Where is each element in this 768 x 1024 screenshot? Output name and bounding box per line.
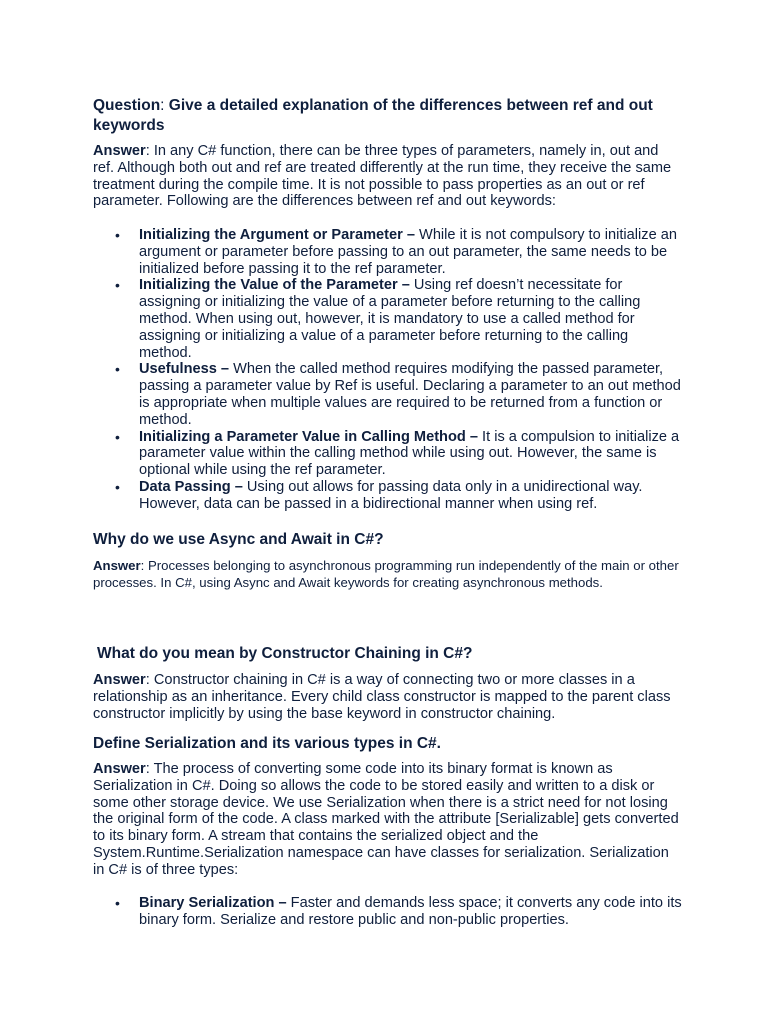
bullet-icon: • bbox=[115, 895, 120, 911]
answer-label: Answer bbox=[93, 672, 146, 688]
bullet-text: Using ref doesn’t necessitate for assigning or initializing the value of a parameter before returning to the calling method. When using out, however, it is mandatory to use a called method for assigning or initializing a value of a parameter before returning to the calling method. bbox=[139, 277, 641, 361]
answer-paragraph-constructor-chaining bbox=[93, 672, 683, 722]
answer-text: : The process of converting some code into its binary format is known as Serialization in C#. Doing so allows the code to be stored easily and written to a disk or some other storage device. We use Serialization when there is a strict need for not losing the original form of the code. A class marked with the attribute [Serializable] gets converted to its binary form. A stream that contains the serialized object and the System.Runtime.Serialization namespace can have classes for serialization. Serialization in C# is of three types: bbox=[93, 761, 679, 878]
list-item bbox=[93, 277, 683, 361]
bullet-icon: • bbox=[115, 277, 120, 294]
answer-label: Answer bbox=[93, 558, 141, 573]
question-heading-ref-out bbox=[93, 96, 683, 136]
question-title: Give a detailed explanation of the differences between ref and out keywords bbox=[93, 97, 653, 134]
bullet-text: It is a compulsion to initialize a parameter value within the calling method while using out. However, the same is optional while using the ref parameter. bbox=[139, 428, 680, 479]
heading-constructor-chaining: What do you mean by Constructor Chaining in C#? bbox=[97, 645, 473, 662]
ref-out-differences-list bbox=[93, 227, 683, 513]
list-item bbox=[93, 361, 683, 428]
bullet-icon: • bbox=[115, 361, 120, 378]
list-item bbox=[93, 895, 683, 929]
answer-label: Answer bbox=[93, 143, 146, 159]
serialization-types-list bbox=[93, 895, 683, 929]
question-label: Question bbox=[93, 97, 161, 114]
bullet-term: Data Passing – bbox=[139, 478, 243, 495]
answer-paragraph-async-await bbox=[93, 557, 683, 591]
heading-serialization: Define Serialization and its various types in C#. bbox=[93, 735, 441, 752]
answer-paragraph-ref-out bbox=[93, 143, 683, 210]
bullet-icon: • bbox=[115, 227, 120, 243]
heading-async-await: Why do we use Async and Await in C#? bbox=[93, 531, 384, 548]
bullet-text: While it is not compulsory to initialize an argument or parameter before passing to an out parameter, the same needs to be initialized before passing it to the ref parameter. bbox=[139, 227, 677, 277]
list-item bbox=[93, 429, 683, 479]
bullet-term: Usefulness – bbox=[139, 361, 230, 378]
question-separator: : bbox=[160, 97, 169, 114]
answer-paragraph-serialization bbox=[93, 761, 683, 879]
answer-text: : Processes belonging to asynchronous programming run independently of the main or other processes. In C#, using Async and Await keywords for creating asynchronous methods. bbox=[93, 558, 679, 590]
bullet-icon: • bbox=[115, 478, 120, 495]
bullet-term: Binary Serialization – bbox=[139, 895, 287, 911]
bullet-icon: • bbox=[115, 428, 120, 445]
list-item bbox=[93, 479, 683, 513]
bullet-term: Initializing the Value of the Parameter – bbox=[139, 277, 410, 294]
answer-text: : In any C# function, there can be three types of parameters, namely in, out and ref. Although both out and ref are treated differently at the run time, they receive the same treatment during the compile time. It is not possible to pass properties as an out or ref parameter. Following are the differences between ref and out keywords: bbox=[93, 143, 672, 210]
bullet-text: Using out allows for passing data only in a unidirectional way. However, data can be passed in a bidirectional manner when using ref. bbox=[139, 478, 643, 512]
bullet-text: When the called method requires modifying the passed parameter, passing a parameter value by Ref is useful. Declaring a parameter to an out method is appropriate when multiple values are required to be returned from a function or method. bbox=[139, 361, 681, 428]
list-item bbox=[93, 227, 683, 277]
bullet-term: Initializing the Argument or Parameter – bbox=[139, 227, 415, 243]
bullet-text: Faster and demands less space; it converts any code into its binary form. Serialize and restore public and non-public properties. bbox=[139, 895, 682, 928]
answer-text: : Constructor chaining in C# is a way of connecting two or more classes in a relationship as an inheritance. Every child class constructor is mapped to the parent class constructor implicitly by using the base keyword in constructor chaining. bbox=[93, 672, 671, 722]
bullet-term: Initializing a Parameter Value in Calling Method – bbox=[139, 428, 478, 445]
answer-label: Answer bbox=[93, 761, 146, 777]
